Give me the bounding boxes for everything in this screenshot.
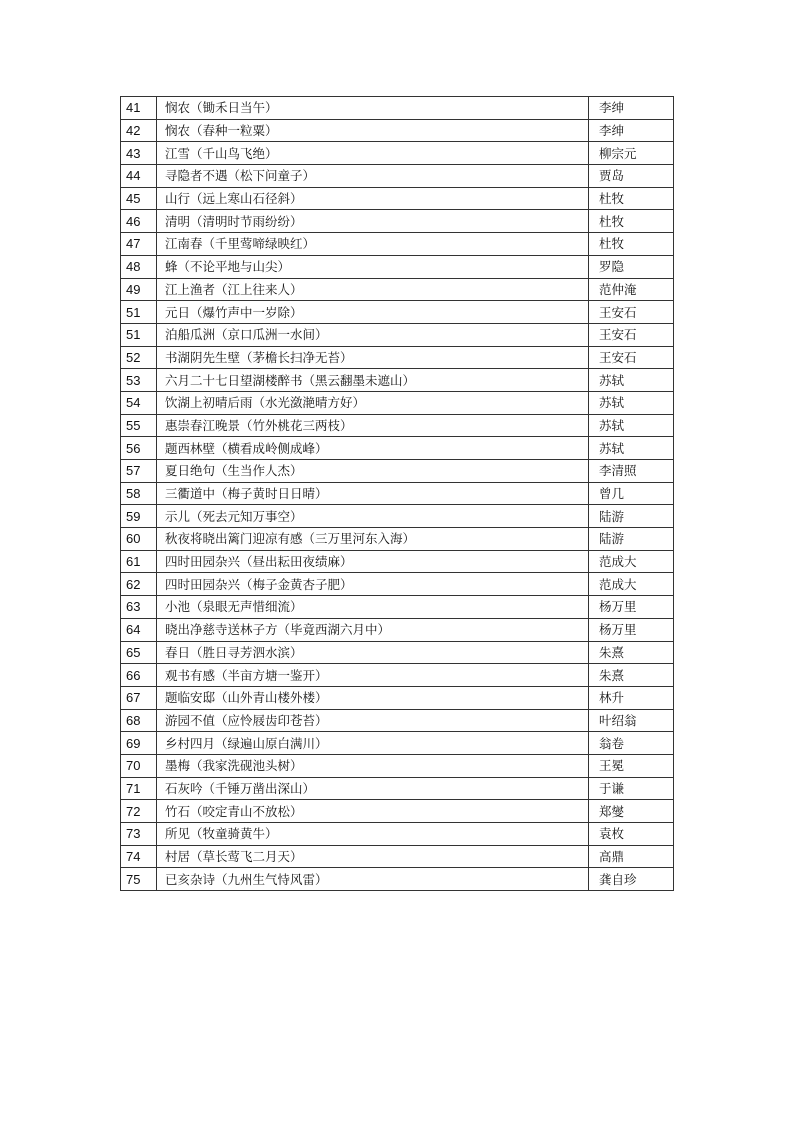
- poem-author: 叶绍翁: [589, 709, 674, 732]
- poem-number: 64: [121, 618, 157, 641]
- poem-title: 蜂（不论平地与山尖）: [157, 255, 589, 278]
- poem-title: 山行（远上寒山石径斜）: [157, 187, 589, 210]
- table-row: [121, 550, 674, 573]
- poem-title: 村居（草长莺飞二月天）: [157, 845, 589, 868]
- poem-number: 53: [121, 369, 157, 392]
- poem-number: 41: [121, 97, 157, 120]
- poem-number: 73: [121, 823, 157, 846]
- poem-table-body: [121, 97, 674, 891]
- table-row: [121, 573, 674, 596]
- poem-author: 范成大: [589, 550, 674, 573]
- poem-number: 59: [121, 505, 157, 528]
- poem-title: 江雪（千山鸟飞绝）: [157, 142, 589, 165]
- poem-number: 71: [121, 777, 157, 800]
- poem-author: 王冕: [589, 754, 674, 777]
- table-row: [121, 233, 674, 256]
- poem-title: 惠崇春江晚景（竹外桃花三两枝）: [157, 414, 589, 437]
- poem-title: 晓出净慈寺送林子方（毕竟西湖六月中）: [157, 618, 589, 641]
- poem-author: 苏轼: [589, 369, 674, 392]
- poem-author: 李绅: [589, 119, 674, 142]
- poem-author: 曾几: [589, 482, 674, 505]
- poem-author: 杜牧: [589, 187, 674, 210]
- table-row: [121, 165, 674, 188]
- poem-title: 寻隐者不遇（松下问童子）: [157, 165, 589, 188]
- poem-title: 竹石（咬定青山不放松）: [157, 800, 589, 823]
- poem-author: 王安石: [589, 323, 674, 346]
- poem-number: 66: [121, 664, 157, 687]
- poem-number: 65: [121, 641, 157, 664]
- table-row: [121, 301, 674, 324]
- table-row: [121, 278, 674, 301]
- table-row: [121, 823, 674, 846]
- poem-author: 杜牧: [589, 210, 674, 233]
- poem-title: 泊船瓜洲（京口瓜洲一水间）: [157, 323, 589, 346]
- poem-title: 三衢道中（梅子黄时日日晴）: [157, 482, 589, 505]
- poem-title: 饮湖上初晴后雨（水光潋滟晴方好）: [157, 391, 589, 414]
- table-row: [121, 482, 674, 505]
- table-row: [121, 709, 674, 732]
- poem-number: 54: [121, 391, 157, 414]
- poem-number: 75: [121, 868, 157, 891]
- poem-author: 高鼎: [589, 845, 674, 868]
- poem-number: 43: [121, 142, 157, 165]
- poem-author: 范成大: [589, 573, 674, 596]
- table-row: [121, 369, 674, 392]
- poem-title: 春日（胜日寻芳泗水滨）: [157, 641, 589, 664]
- poem-author: 于谦: [589, 777, 674, 800]
- poem-author: 陆游: [589, 528, 674, 551]
- poem-title: 元日（爆竹声中一岁除）: [157, 301, 589, 324]
- table-row: [121, 845, 674, 868]
- poem-number: 56: [121, 437, 157, 460]
- poem-title: 悯农（春种一粒粟）: [157, 119, 589, 142]
- poem-number: 44: [121, 165, 157, 188]
- poem-title: 题西林壁（横看成岭侧成峰）: [157, 437, 589, 460]
- table-row: [121, 97, 674, 120]
- poem-author: 朱熹: [589, 641, 674, 664]
- poem-title: 所见（牧童骑黄牛）: [157, 823, 589, 846]
- poem-author: 林升: [589, 686, 674, 709]
- table-row: [121, 800, 674, 823]
- poem-number: 63: [121, 596, 157, 619]
- poem-title: 题临安邸（山外青山楼外楼）: [157, 686, 589, 709]
- poem-title: 墨梅（我家洗砚池头树）: [157, 754, 589, 777]
- table-row: [121, 187, 674, 210]
- table-row: [121, 346, 674, 369]
- poem-title: 四时田园杂兴（梅子金黄杏子肥）: [157, 573, 589, 596]
- table-row: [121, 414, 674, 437]
- table-row: [121, 323, 674, 346]
- poem-number: 60: [121, 528, 157, 551]
- poem-author: 李清照: [589, 460, 674, 483]
- poem-author: 朱熹: [589, 664, 674, 687]
- poem-author: 苏轼: [589, 391, 674, 414]
- poem-author: 翁卷: [589, 732, 674, 755]
- poem-title: 游园不值（应怜屐齿印苍苔）: [157, 709, 589, 732]
- poem-number: 62: [121, 573, 157, 596]
- poem-number: 42: [121, 119, 157, 142]
- table-row: [121, 391, 674, 414]
- poem-title: 夏日绝句（生当作人杰）: [157, 460, 589, 483]
- table-row: [121, 119, 674, 142]
- table-row: [121, 437, 674, 460]
- poem-number: 47: [121, 233, 157, 256]
- poem-author: 龚自珍: [589, 868, 674, 891]
- poem-author: 苏轼: [589, 414, 674, 437]
- poem-title: 已亥杂诗（九州生气恃风雷）: [157, 868, 589, 891]
- poem-number: 57: [121, 460, 157, 483]
- table-row: [121, 505, 674, 528]
- poem-title: 示儿（死去元知万事空）: [157, 505, 589, 528]
- poem-title: 江上渔者（江上往来人）: [157, 278, 589, 301]
- poem-number: 61: [121, 550, 157, 573]
- poem-author: 王安石: [589, 301, 674, 324]
- poem-author: 袁枚: [589, 823, 674, 846]
- poem-number: 46: [121, 210, 157, 233]
- table-row: [121, 210, 674, 233]
- poem-number: 72: [121, 800, 157, 823]
- poem-number: 70: [121, 754, 157, 777]
- table-row: [121, 255, 674, 278]
- poem-author: 贾岛: [589, 165, 674, 188]
- poem-title: 小池（泉眼无声惜细流）: [157, 596, 589, 619]
- poem-author: 杨万里: [589, 596, 674, 619]
- poem-title: 清明（清明时节雨纷纷）: [157, 210, 589, 233]
- table-row: [121, 596, 674, 619]
- poem-number: 55: [121, 414, 157, 437]
- poem-author: 王安石: [589, 346, 674, 369]
- poem-number: 58: [121, 482, 157, 505]
- poem-number: 74: [121, 845, 157, 868]
- table-row: [121, 528, 674, 551]
- poem-title: 观书有感（半亩方塘一鉴开）: [157, 664, 589, 687]
- poem-number: 51: [121, 301, 157, 324]
- poem-author: 范仲淹: [589, 278, 674, 301]
- poem-title: 秋夜将晓出篱门迎凉有感（三万里河东入海）: [157, 528, 589, 551]
- poem-author: 杜牧: [589, 233, 674, 256]
- table-row: [121, 868, 674, 891]
- table-row: [121, 732, 674, 755]
- poem-title: 石灰吟（千锤万凿出深山）: [157, 777, 589, 800]
- poem-number: 69: [121, 732, 157, 755]
- table-row: [121, 618, 674, 641]
- table-row: [121, 754, 674, 777]
- poem-title: 悯农（锄禾日当午）: [157, 97, 589, 120]
- poem-title: 江南春（千里莺啼绿映红）: [157, 233, 589, 256]
- poem-number: 51: [121, 323, 157, 346]
- poem-number: 45: [121, 187, 157, 210]
- poem-title: 乡村四月（绿遍山原白满川）: [157, 732, 589, 755]
- poem-author: 苏轼: [589, 437, 674, 460]
- table-row: [121, 641, 674, 664]
- poem-author: 陆游: [589, 505, 674, 528]
- table-row: [121, 686, 674, 709]
- table-row: [121, 777, 674, 800]
- poem-number: 48: [121, 255, 157, 278]
- poem-title: 四时田园杂兴（昼出耘田夜绩麻）: [157, 550, 589, 573]
- poem-title: 六月二十七日望湖楼醉书（黑云翻墨未遮山）: [157, 369, 589, 392]
- table-row: [121, 460, 674, 483]
- poem-number: 49: [121, 278, 157, 301]
- poem-author: 郑燮: [589, 800, 674, 823]
- table-row: [121, 664, 674, 687]
- table-row: [121, 142, 674, 165]
- poem-author: 李绅: [589, 97, 674, 120]
- poem-author: 柳宗元: [589, 142, 674, 165]
- poem-number: 67: [121, 686, 157, 709]
- poem-author: 罗隐: [589, 255, 674, 278]
- poem-number: 68: [121, 709, 157, 732]
- poem-table: [120, 96, 674, 891]
- poem-title: 书湖阴先生壁（茅檐长扫净无苔）: [157, 346, 589, 369]
- poem-number: 52: [121, 346, 157, 369]
- poem-author: 杨万里: [589, 618, 674, 641]
